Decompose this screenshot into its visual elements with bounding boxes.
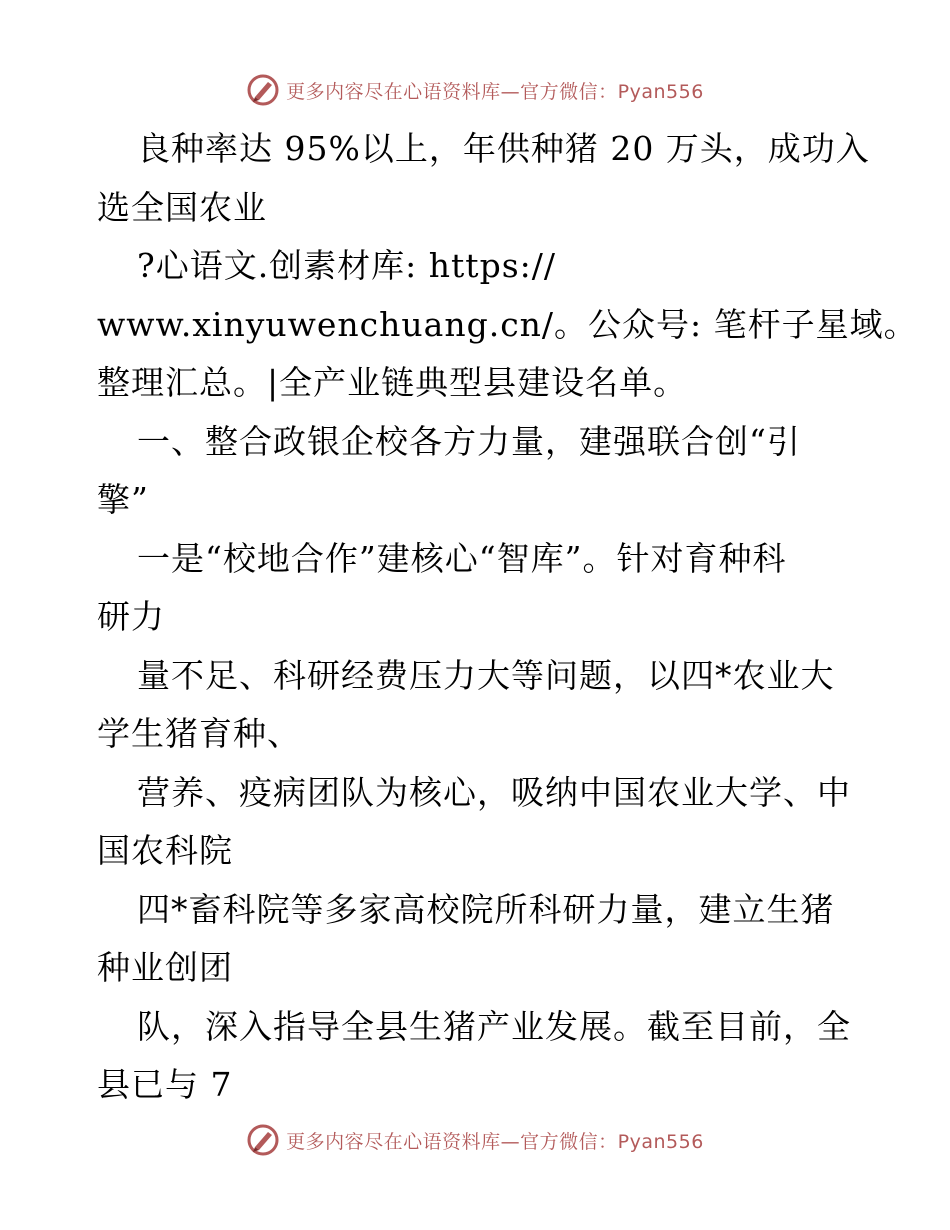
text-line: 学生猪育种、 xyxy=(97,714,301,753)
banner-wechat: 官方微信：Pyan556 xyxy=(520,1130,704,1153)
text-line: 国农科院 xyxy=(97,831,233,870)
text-line: 营养、疫病团队为核心，吸纳中国农业大学、中 xyxy=(137,772,851,812)
banner-title: 更多内容尽在心语资料库 xyxy=(286,1130,501,1153)
banner-text xyxy=(286,1127,704,1154)
footer-banner xyxy=(0,1120,950,1160)
text-line: 队，深入指导全县生猪产业发展。截至目前，全 xyxy=(137,1006,851,1046)
text-line: 选全国农业 xyxy=(97,187,267,227)
text-line: 县已与 7 xyxy=(97,1065,233,1104)
text-line: 量不足、科研经费压力大等问题，以四*农业大 xyxy=(137,655,835,695)
header-banner xyxy=(0,70,950,110)
text-line: 良种率达 95%以上，年供种猪 20 万头，成功入 xyxy=(137,129,870,168)
pen-logo-icon xyxy=(246,1123,280,1157)
banner-title: 更多内容尽在心语资料库 xyxy=(286,80,501,103)
text-line: 整理汇总。|全产业链典型县建设名单。 xyxy=(97,363,688,402)
text-line: www.xinyuwenchuang.cn/。公众号: 笔杆子星域。 xyxy=(97,304,918,344)
text-line: 一、整合政银企校各方力量，建强联合创“引 xyxy=(137,421,801,461)
text-line: 擎” xyxy=(97,480,149,519)
pen-logo-icon xyxy=(246,73,280,107)
document-body xyxy=(97,120,918,1115)
text-line: ?心语文.创素材库: https:// xyxy=(137,246,556,285)
text-line: 研力 xyxy=(97,597,165,636)
banner-dash: — xyxy=(500,1130,521,1153)
text-line: 四*畜科院等多家高校院所科研力量，建立生猪 xyxy=(137,889,835,929)
text-line: 一是“校地合作”建核心“智库”。针对育种科 xyxy=(137,538,787,578)
banner-text xyxy=(286,77,704,104)
banner-dash: — xyxy=(500,80,521,103)
banner-wechat: 官方微信：Pyan556 xyxy=(520,80,704,103)
text-line: 种业创团 xyxy=(97,948,233,987)
